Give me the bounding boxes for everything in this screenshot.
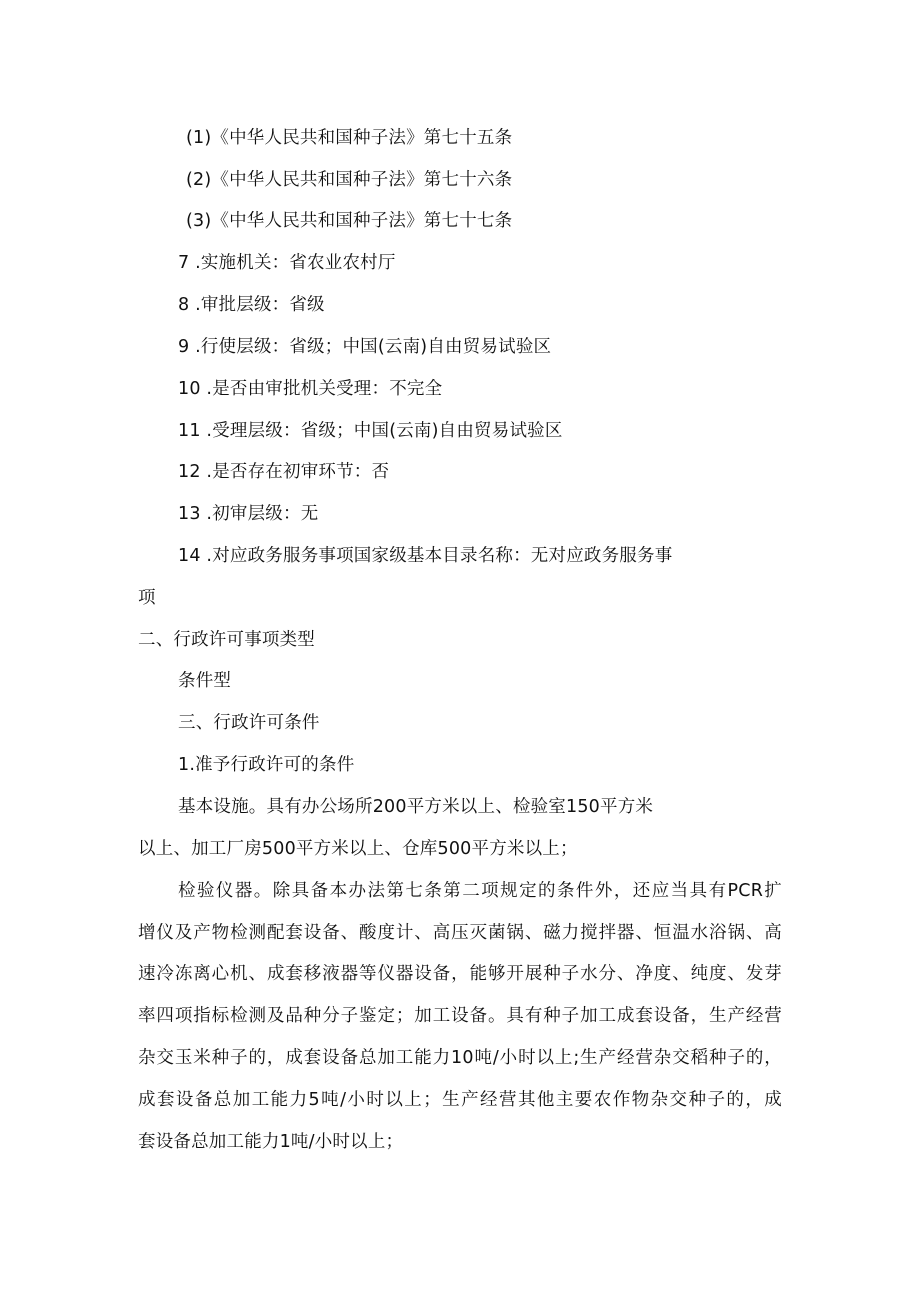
item-11-acceptance-level: 11 .受理层级：省级；中国(云南)自由贸易试验区 <box>178 421 563 441</box>
legal-basis-item-3: (3)《中华人民共和国种子法》第七十七条 <box>186 211 513 231</box>
equipment-paragraph-line-6: 成套设备总加工能力5吨/小时以上；生产经营其他主要农作物杂交种子的，成 <box>138 1090 782 1110</box>
section-heading-2: 二、行政许可事项类型 <box>138 630 315 650</box>
item-9-exercise-level: 9 .行使层级：省级；中国(云南)自由贸易试验区 <box>178 337 552 357</box>
item-8-approval-level: 8 .审批层级：省级 <box>178 295 325 315</box>
equipment-paragraph-line-7: 套设备总加工能力1吨/小时以上； <box>138 1132 404 1152</box>
item-12-preliminary-review: 12 .是否存在初审环节：否 <box>178 462 390 482</box>
subsection-heading-1: 1.准予行政许可的条件 <box>178 755 355 775</box>
equipment-paragraph-line-4: 率四项指标检测及品种分子鉴定；加工设备。具有种子加工成套设备，生产经营 <box>138 1006 782 1026</box>
legal-basis-item-2: (2)《中华人民共和国种子法》第七十六条 <box>186 170 513 190</box>
item-14-catalog-name: 14 .对应政务服务事项国家级基本目录名称：无对应政务服务事 <box>178 546 673 566</box>
section-heading-3: 三、行政许可条件 <box>178 713 320 733</box>
equipment-paragraph-line-1: 检验仪器。除具备本办法第七条第二项规定的条件外，还应当具有PCR扩 <box>178 881 782 901</box>
item-13-preliminary-level: 13 .初审层级：无 <box>178 504 319 524</box>
item-14-continued: 项 <box>138 588 156 608</box>
equipment-paragraph-line-2: 增仪及产物检测配套设备、酸度计、高压灭菌锅、磁力搅拌器、恒温水浴锅、高 <box>138 923 782 943</box>
equipment-paragraph-line-3: 速冷冻离心机、成套移液器等仪器设备，能够开展种子水分、净度、纯度、发芽 <box>138 964 782 984</box>
facilities-paragraph-line-1: 基本设施。具有办公场所200平方米以上、检验室150平方米 <box>178 797 654 817</box>
facilities-paragraph-line-2: 以上、加工厂房500平方米以上、仓库500平方米以上； <box>138 839 578 859</box>
permit-type-value: 条件型 <box>178 671 232 691</box>
equipment-paragraph-line-5: 杂交玉米种子的，成套设备总加工能力10吨/小时以上;生产经营杂交稻种子的， <box>138 1048 782 1068</box>
item-7-implementing-agency: 7 .实施机关：省农业农村厅 <box>178 253 396 273</box>
legal-basis-item-1: (1)《中华人民共和国种子法》第七十五条 <box>186 128 513 148</box>
item-10-acceptance: 10 .是否由审批机关受理：不完全 <box>178 379 443 399</box>
